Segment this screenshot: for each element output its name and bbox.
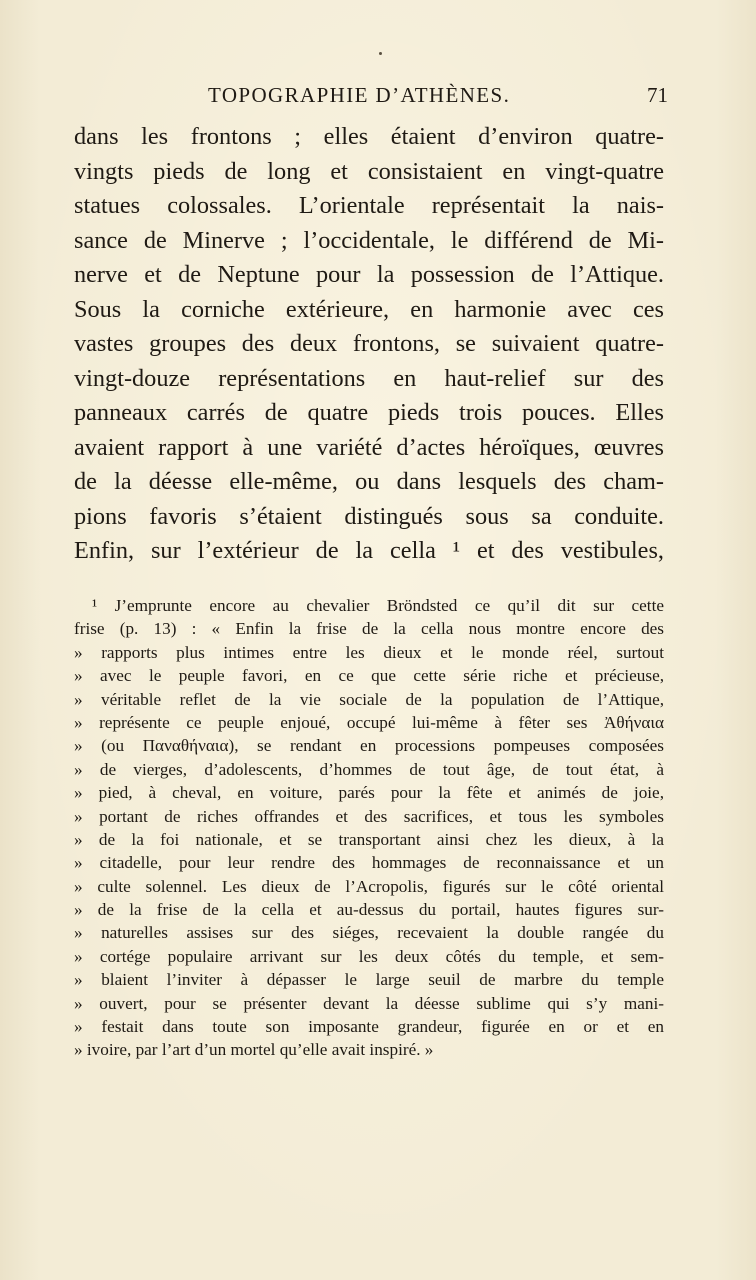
footnote-line: » pied, à cheval, en voiture, parés pour la fête et animés de joie, — [74, 783, 664, 803]
footnote-line: » (ou Παναθήναια), se rendant en processions pompeuses composées — [74, 736, 664, 756]
footnote-line: » portant de riches offrandes et des sacrifices, et tous les symboles — [74, 806, 664, 826]
ink-speck — [379, 52, 382, 55]
footnote-line: » citadelle, pour leur rendre des hommages de reconnaissance et un — [74, 853, 664, 873]
body-line: vastes groupes des deux frontons, se suivaient quatre- — [74, 330, 664, 357]
body-line: sance de Minerve ; l’occidentale, le différend de Mi- — [74, 226, 664, 254]
footnote-line: frise (p. 13) : « Enfin la frise de la cella nous montre encore des — [74, 619, 664, 639]
footnote-line: » cortége populaire arrivant sur les deux côtés du temple, et sem- — [74, 946, 664, 966]
running-head — [74, 83, 668, 115]
footnote-line: » ivoire, par l’art d’un mortel qu’elle avait inspiré. » — [74, 1040, 434, 1060]
body-line: dans les frontons ; elles étaient d’environ quatre- — [74, 123, 664, 150]
footnote-block — [74, 594, 664, 1062]
footnote-line: » de la frise de la cella et au-dessus du portail, hautes figures sur- — [74, 900, 664, 920]
footnote-line: » blaient l’inviter à dépasser le large seuil de marbre du temple — [74, 970, 664, 990]
footnote-line: » ouvert, pour se présenter devant la déesse sublime qui s’y mani- — [74, 993, 664, 1013]
footnote-line: » naturelles assises sur des siéges, recevaient la double rangée du — [74, 923, 664, 943]
footnote-line: » culte solennel. Les dieux de l’Acropolis, figurés sur le côté oriental — [74, 876, 664, 896]
footnote-line: » avec le peuple favori, en ce que cette série riche et précieuse, — [74, 666, 664, 686]
body-line: avaient rapport à une variété d’actes héroïques, œuvres — [74, 433, 664, 461]
page-number: 71 — [647, 83, 668, 107]
footnote-line: » festait dans toute son imposante grandeur, figurée en or et en — [74, 1017, 664, 1037]
body-line: Sous la corniche extérieure, en harmonie avec ces — [74, 295, 664, 323]
body-line: panneaux carrés de quatre pieds trois pouces. Elles — [74, 399, 664, 426]
body-line: statues colossales. L’orientale représentait la nais- — [74, 192, 664, 219]
footnote-line: » de la foi nationale, et se transportant ainsi chez les dieux, à la — [74, 829, 664, 849]
body-line: vingt-douze représentations en haut-relief sur des — [74, 364, 664, 392]
running-title: TOPOGRAPHIE D’ATHÈNES. — [208, 83, 511, 107]
body-line: nerve et de Neptune pour la possession de l’Attique. — [74, 261, 664, 288]
footnote-line: ¹ J’emprunte encore au chevalier Bröndsted ce qu’il dit sur cette — [92, 596, 664, 615]
footnote-line: » représente ce peuple enjoué, occupé lui-même à fêter ses Ἀθήναια — [74, 712, 664, 732]
footnote-line: » véritable reflet de la vie sociale de la population de l’Attique, — [74, 689, 664, 709]
body-line: de la déesse elle-même, ou dans lesquels des cham- — [74, 468, 664, 495]
body-line: vingts pieds de long et consistaient en vingt-quatre — [74, 157, 664, 185]
body-text — [74, 120, 664, 569]
body-line: pions favoris s’étaient distingués sous sa conduite. — [74, 502, 664, 530]
footnote-line: » de vierges, d’adolescents, d’hommes de tout âge, de tout état, à — [74, 759, 664, 779]
body-line: Enfin, sur l’extérieur de la cella ¹ et des vestibules, — [74, 537, 664, 564]
footnote-line: » rapports plus intimes entre les dieux et le monde réel, surtout — [74, 642, 664, 662]
